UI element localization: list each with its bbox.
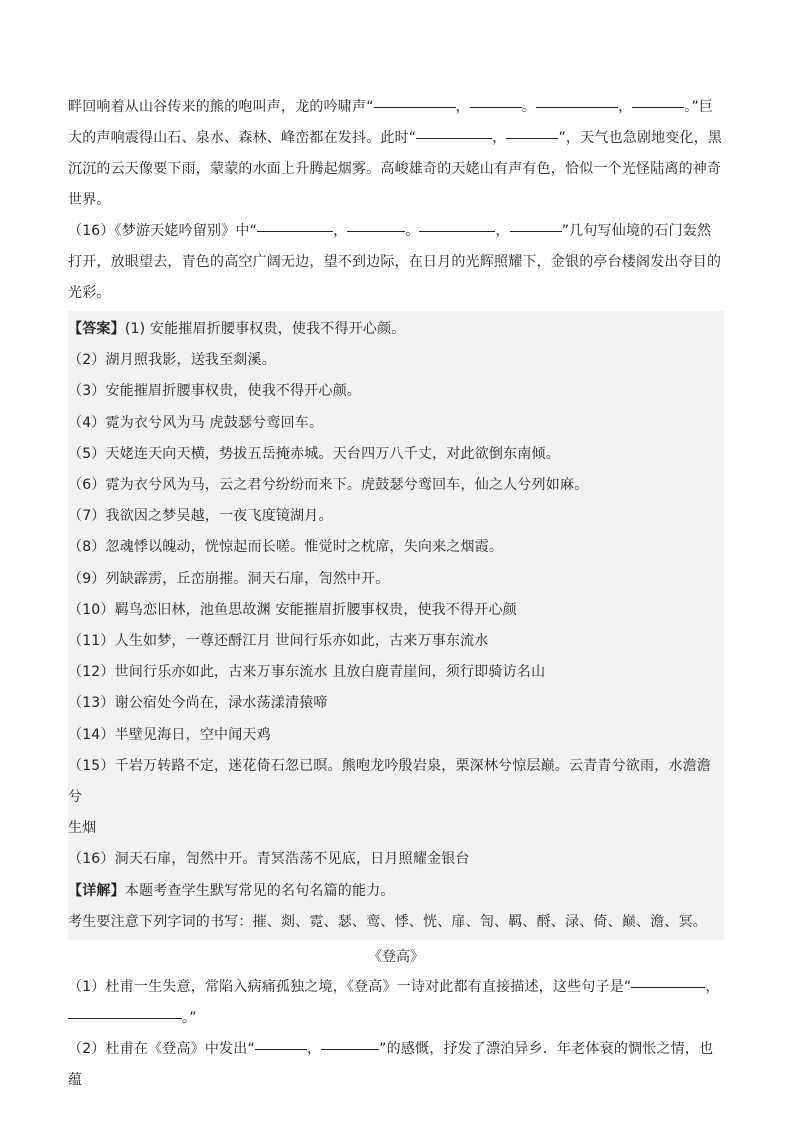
question-16-line-1: （16）《梦游天姥吟留别》中“ ， 。 ， ”几句写仙境的石门轰然 [68,223,712,239]
answer-item: （2）湖月照我影，送我至剡溪。 [68,352,276,369]
answer-item: （15）千岩万转路不定，迷花倚石忽已暝。熊咆龙吟殷岩泉，栗深林兮惊层巅。云青青兮欲雨，水澹澹兮 [68,757,712,806]
answer-blank [536,106,618,108]
answer-item: （10）羁鸟恋旧林，池鱼思故渊 安能摧眉折腰事权贵，使我不得开心颜 [68,601,517,618]
answer-item: （11）人生如梦，一尊还酹江月 世间行乐亦如此，古来万事东流水 [68,633,489,650]
document-content [68,92,724,1096]
detail-note: 考生要注意下列字词的书写：摧、剡、霓、瑟、鸾、悸、恍、扉、訇、羁、酹、渌、倚、巅、澹、冥。 [68,913,707,930]
answer-blank [416,137,492,139]
answer-blank [347,230,405,232]
question-1-line-1: （1）杜甫一生失意，常陷入病痛孤独之境，《登高》一诗对此都有直接描述，这些句子是“ ， [68,979,720,996]
answer-section [68,311,724,940]
section-title: 《登高》 [368,949,424,966]
answer-item: （12）世间行乐亦如此，古来万事东流水 且放白鹿青崖间，须行即骑访名山 [68,664,546,681]
intro-line-3: 沉沉的云天像要下雨，蒙蒙的水面上升腾起烟雾。高峻雄奇的天姥山有声有色，恰似一个光怪陆离的神奇 [68,161,722,177]
answer-blank [506,137,558,139]
question-16-line-2: 打开，放眼望去，青色的高空广阔无边，望不到边际，在日月的光辉照耀下，金银的亭台楼阁发出夺目的 [68,254,722,270]
question-1-line-2: 。” [68,1003,724,1034]
answer-item: （8）忽魂悸以魄动，恍惊起而长嗟。惟觉时之枕席，失向来之烟霞。 [68,539,504,556]
answer-item: （4）霓为衣兮风为马 虎鼓瑟兮鸾回车。 [68,414,324,431]
answer-item: （5）天姥连天向天横，势拔五岳掩赤城。天台四万八千丈，对此欲倒东南倾。 [68,445,560,462]
answer-blank [470,106,522,108]
answer-item: （7）我欲因之梦吴越，一夜飞度镜湖月。 [68,508,333,525]
answer-item: （3）安能摧眉折腰事权贵，使我不得开心颜。 [68,383,362,400]
answer-blank [419,230,495,232]
answer-first-line: 【答案】(1) 安能摧眉折腰事权贵，使我不得开心颜。 [68,321,406,337]
answer-blank [68,1017,182,1019]
answer-blank [510,230,562,232]
detail-label: 【详解】 [68,882,125,899]
answer-blank [255,1048,307,1050]
answer-blank [374,106,456,108]
intro-line-4: 世界。 [68,192,111,208]
answer-blank [631,986,705,988]
answer-blank [632,106,684,108]
answer-item: （13）谢公宿处今尚在，渌水荡漾清猿啼 [68,695,328,712]
answer-item: （16）洞天石扉，訇然中开。青冥浩荡不见底，日月照耀金银台 [68,851,470,868]
detail-line: 【详解】本题考查学生默写常见的名句名篇的能力。 [68,882,395,899]
answer-item: 生烟 [68,820,97,837]
question-2-line-1: （2）杜甫在《登高》中发出“ ， ”的感慨，抒发了漂泊异乡．年老体衰的惆怅之情，也蕴 [68,1041,714,1089]
answer-label: 【答案】 [68,321,125,337]
answer-item: （6）霓为衣兮风为马，云之君兮纷纷而来下。虎鼓瑟兮鸾回车，仙之人兮列如麻。 [68,477,589,494]
answer-blank [321,1048,379,1050]
answer-item: （14）半壁见海日，空中闻天鸡 [68,726,271,743]
intro-line-1: 畔回响着从山谷传来的熊的咆叫声，龙的吟啸声“ ， 。 ， 。”巨 [68,99,714,115]
answer-item: （9）列缺霹雳，丘峦崩摧。洞天石扉，訇然中开。 [68,570,390,587]
intro-line-2: 大的声响震得山石、泉水、森林、峰峦都在发抖。此时“ ， ”，天气也急剧地变化，黑 [68,130,723,146]
answer-blank [257,230,333,232]
question-16-line-3: 光彩。 [68,285,111,301]
